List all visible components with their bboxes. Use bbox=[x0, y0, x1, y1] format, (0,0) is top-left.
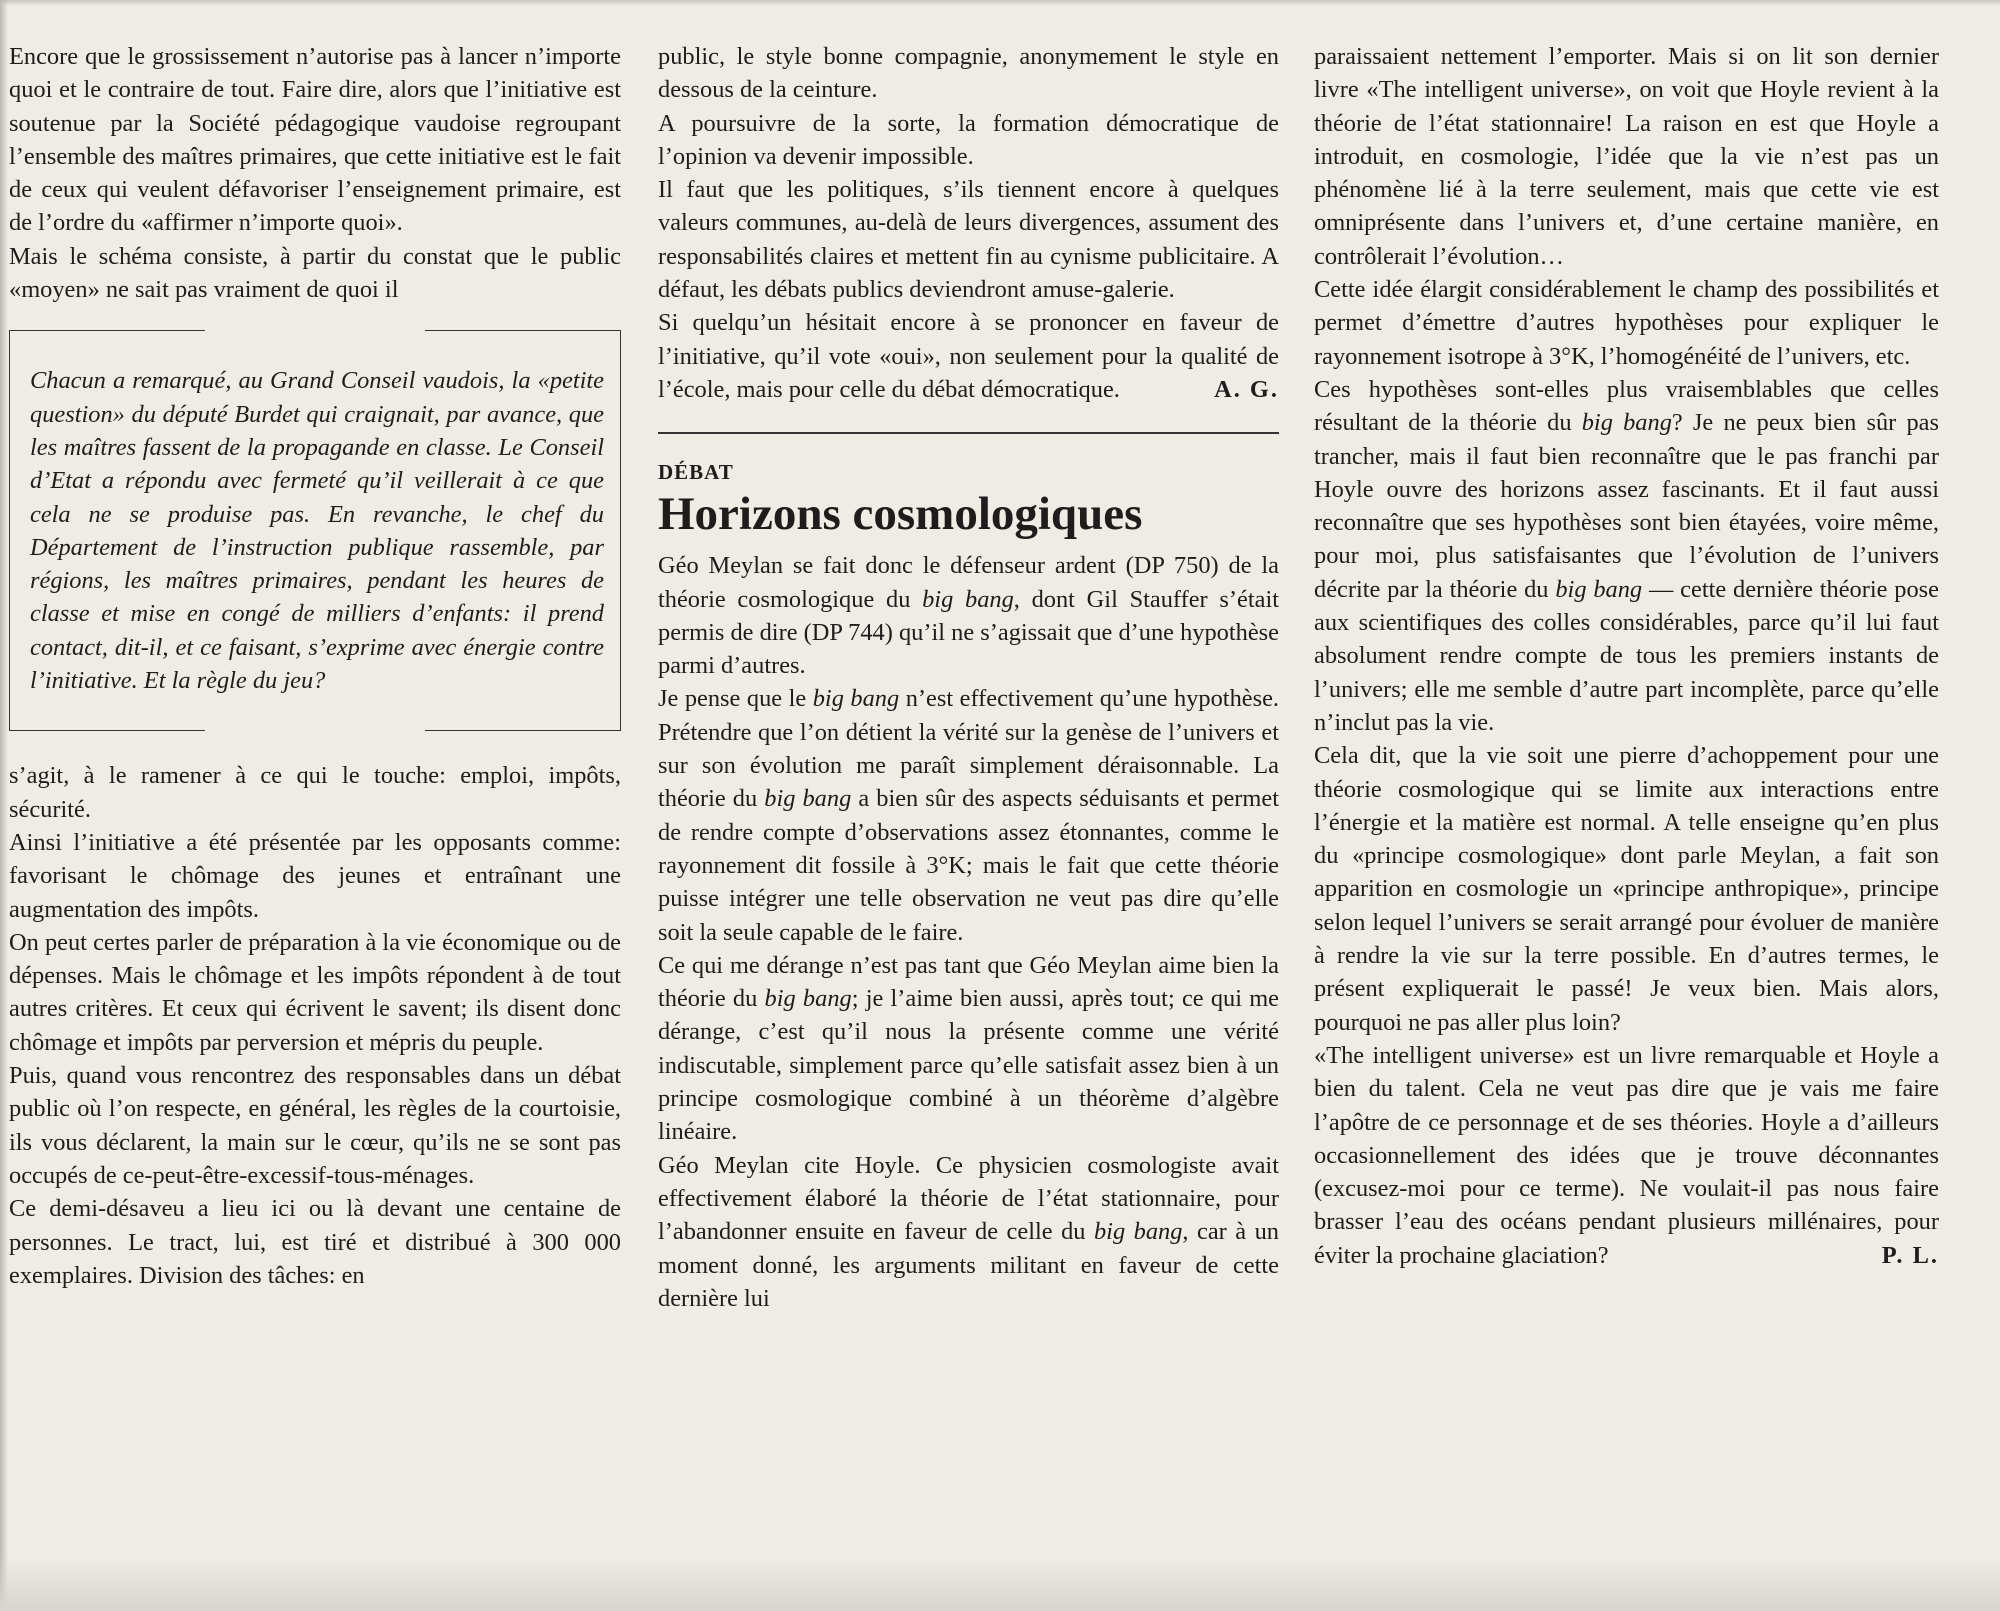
col3-paragraph-3 bbox=[1314, 373, 1939, 739]
big-bang-term: big bang bbox=[812, 685, 900, 713]
col3-paragraph-5 bbox=[1314, 1039, 1939, 1272]
article-headline: Horizons cosmologiques bbox=[658, 488, 1143, 541]
col3-paragraph-5-text: «The intelligent universe» est un livre remarquable et Hoyle a bien du talent. Cela ne veut pas dire que je vais me faire l’apôtre de ce personnage et de ses théories. Hoyle a d’ailleurs occasionnellement des idées que je trouve déconnantes (excusez-moi pour ce terme). Ne voulait-il pas nous faire brasser l’eau des océans pendant plusieurs millénaires, pour éviter la prochaine glaciation? bbox=[1314, 1041, 1939, 1269]
text-run: ; je l’aime bien aussi, après tout; ce qui me dérange, c’est qu’il nous la présente comme une vérité indiscutable, simplement parce qu’elle satisfait assez bien à un principe cosmologique combiné à un théorème d’algèbre linéaire. bbox=[658, 985, 1279, 1146]
sidebar-box-text: Chacun a remarqué, au Grand Conseil vaudois, la «petite question» du député Burdet qui craignait, par avance, que les maîtres fassent de la propagande en classe. Le Conseil d’Etat a répondu avec fermeté qu’il veillerait à ce que cela ne se produise pas. En revanche, le chef du Département de l’instruction publique rassemble, par régions, les maîtres primaires, pendant les heures de classe et mise en congé de milliers d’enfants: il prend contact, dit-il, et ce faisant, s’exprime avec énergie contre l’initiative. Et la règle du jeu? bbox=[30, 367, 604, 695]
col3-paragraph-2: Cette idée élargit considérablement le champ des possibilités et permet d’émettre d’autres hypothèses pour expliquer le rayonnement isotrope à 3°K, l’homogénéité de l’univers, etc. bbox=[1314, 276, 1939, 370]
col1-paragraph-2: Mais le schéma consiste, à partir du constat que le public «moyen» ne sait pas vraiment de quoi il bbox=[9, 242, 621, 304]
col2-paragraph-4 bbox=[658, 306, 1279, 406]
text-run: Je pense que le bbox=[658, 685, 813, 713]
big-bang-term: big bang bbox=[764, 785, 852, 813]
text-run: , dont Gil Stauffer s’était permis de dire (DP 744) qu’il ne s’agissait que d’une hypothèse parmi d’autres. bbox=[658, 585, 1279, 680]
signature-pl: P. L. bbox=[1881, 1241, 1939, 1269]
text-run: Géo Meylan se fait donc le défenseur ardent (DP 750) de la théorie cosmologique du bbox=[658, 552, 1279, 613]
box-rule-top-left bbox=[10, 330, 205, 331]
article-paragraph-3 bbox=[658, 949, 1279, 1149]
col1-paragraph-3: s’agit, à le ramener à ce qui le touche: emploi, impôts, sécurité. bbox=[9, 762, 621, 823]
big-bang-term: big bang bbox=[1581, 409, 1672, 437]
text-run: Ces hypothèses sont-elles plus vraisemblables que celles résultant de la théorie du bbox=[1314, 375, 1939, 437]
col2-paragraph-1: public, le style bonne compagnie, anonymement le style en dessous de la ceinture. bbox=[658, 43, 1279, 104]
article-paragraph-4 bbox=[658, 1149, 1279, 1315]
col3-paragraph-4: Cela dit, que la vie soit une pierre d’achoppement pour une théorie cosmologique qui se limite aux interactions entre l’énergie et la matière est normal. A telle enseigne qu’en plus du «principe cosmologique» dont parle Meylan, a fait son apparition en cosmologie un «principe anthropique», principe selon lequel l’univers se serait arrangé pour évoluer de manière à rendre la vie sur la terre possible. En d’autres termes, le présent expliquerait le passé! Je veux bien. Mais alors, pourquoi ne pas aller plus loin? bbox=[1314, 742, 1939, 1036]
col3-paragraph-1: paraissaient nettement l’emporter. Mais si on lit son dernier livre «The intelligent universe», on voit que Hoyle revient à la théorie de l’état stationnaire! La raison en est que Hoyle a introduit, en cosmologie, l’idée que la vie n’est pas un phénomène lié à la terre seulement, mais que cette vie est omniprésente dans l’univers et, d’une certaine manière, en contrôlerait l’évolution… bbox=[1314, 43, 1939, 270]
col2-paragraph-3: Il faut que les politiques, s’ils tiennent encore à quelques valeurs communes, au-delà de leurs divergences, assument des responsabilités claires et mettent fin au cynisme publicitaire. A défaut, les débats publics deviendront amuse-galerie. bbox=[658, 176, 1279, 304]
signature-ag: A. G. bbox=[1214, 375, 1279, 403]
article-paragraph-1 bbox=[658, 549, 1279, 682]
page-left-shadow bbox=[0, 0, 8, 1611]
column-3 bbox=[1314, 40, 1939, 1272]
section-kicker: DÉBAT bbox=[658, 460, 734, 485]
article-paragraph-2 bbox=[658, 682, 1279, 948]
big-bang-term: big bang bbox=[1555, 575, 1643, 603]
col1-paragraph-1: Encore que le grossissement n’autorise pas à lancer n’importe quoi et le contraire de tout. Faire dire, alors que l’initiative est soutenue par la Société pédagogique vaudoise regroupant l’ensemble des maîtres primaires, que cette initiative est le fait de ceux qui veulent défavoriser l’enseignement primaire, est de l’ordre du «affirmer n’importe quoi». bbox=[9, 43, 621, 237]
box-rule-bottom-right bbox=[425, 730, 620, 731]
section-divider bbox=[658, 432, 1279, 434]
big-bang-term: big bang bbox=[922, 585, 1014, 613]
text-run: a bien sûr des aspects séduisants et permet de rendre compte d’observations assez étonnantes, comme le rayonnement dit fossile à 3°K; mais le fait que cette théorie puisse intégrer une telle observation ne veut pas dire qu’elle soit la seule capable de le faire. bbox=[658, 785, 1279, 946]
big-bang-term: big bang bbox=[1093, 1218, 1183, 1246]
page-top-shadow bbox=[0, 0, 2000, 6]
col2-paragraph-2: A poursuivre de la sorte, la formation démocratique de l’opinion va devenir impossible. bbox=[658, 109, 1279, 170]
box-rule-top-right bbox=[425, 330, 620, 331]
col2-paragraph-4-text: Si quelqu’un hésitait encore à se prononcer en faveur de l’initiative, qu’il vote «oui», non seulement pour la qualité de l’école, mais pour celle du débat démocratique. bbox=[658, 309, 1279, 403]
text-run: , car à un moment donné, les arguments militant en faveur de cette dernière lui bbox=[658, 1218, 1279, 1312]
text-run: Ce qui me dérange n’est pas tant que Géo Meylan aime bien la théorie du bbox=[658, 951, 1279, 1013]
text-run: n’est effectivement qu’une hypothèse. Prétendre que l’on détient la vérité sur la genèse de l’univers et sur son évolution me paraît simplement déraisonnable. La théorie du bbox=[658, 685, 1280, 813]
text-run: ? Je ne peux bien sûr pas trancher, mais il faut bien reconnaître que le pas franchi par Hoyle ouvre des horizons assez fascinants. Et il faut aussi reconnaître que ses hypothèses sont bien étayées, voire même, pour moi, plus satisfaisantes que l’évolution de l’univers décrite par la théorie du bbox=[1314, 409, 1939, 603]
col1-paragraph-6: Puis, quand vous rencontrez des responsables dans un débat public où l’on respecte, en général, les règles de la courtoisie, ils vous déclarent, la main sur le cœur, qu’ils ne se sont pas occupés de ce-peut-être-excessif-tous-ménages. bbox=[9, 1062, 621, 1189]
big-bang-term: big bang bbox=[764, 985, 852, 1013]
sidebar-box bbox=[9, 330, 621, 731]
box-rule-bottom-left bbox=[10, 730, 205, 731]
text-run: Géo Meylan cite Hoyle. Ce physicien cosmologiste avait effectivement élaboré la théorie de l’état stationnaire, pour l’abandonner ensuite en faveur de celle du bbox=[658, 1151, 1279, 1246]
column-1 bbox=[9, 40, 621, 1292]
text-run: — cette dernière théorie pose aux scientifiques des colles considérables, parce qu’il lui faut absolument rendre compte de tous les premiers instants de l’univers; elle me semble d’autre part incomplète, parce qu’elle n’inclut pas la vie. bbox=[1314, 575, 1939, 736]
page-bottom-shadow bbox=[0, 1556, 2000, 1611]
col1-paragraph-7: Ce demi-désaveu a lieu ici ou là devant une centaine de personnes. Le tract, lui, est tiré et distribué à 300 000 exemplaires. Division des tâches: en bbox=[9, 1195, 621, 1289]
col1-paragraph-4: Ainsi l’initiative a été présentée par les opposants comme: favorisant le chômage des jeunes et entraînant une augmentation des impôts. bbox=[9, 828, 621, 923]
col1-paragraph-5: On peut certes parler de préparation à la vie économique ou de dépenses. Mais le chômage et les impôts répondent à de tout autres critères. Et ceux qui écrivent le savent; ils disent donc chômage et impôts par perversion et mépris du peuple. bbox=[9, 928, 621, 1056]
column-2 bbox=[658, 40, 1279, 1315]
